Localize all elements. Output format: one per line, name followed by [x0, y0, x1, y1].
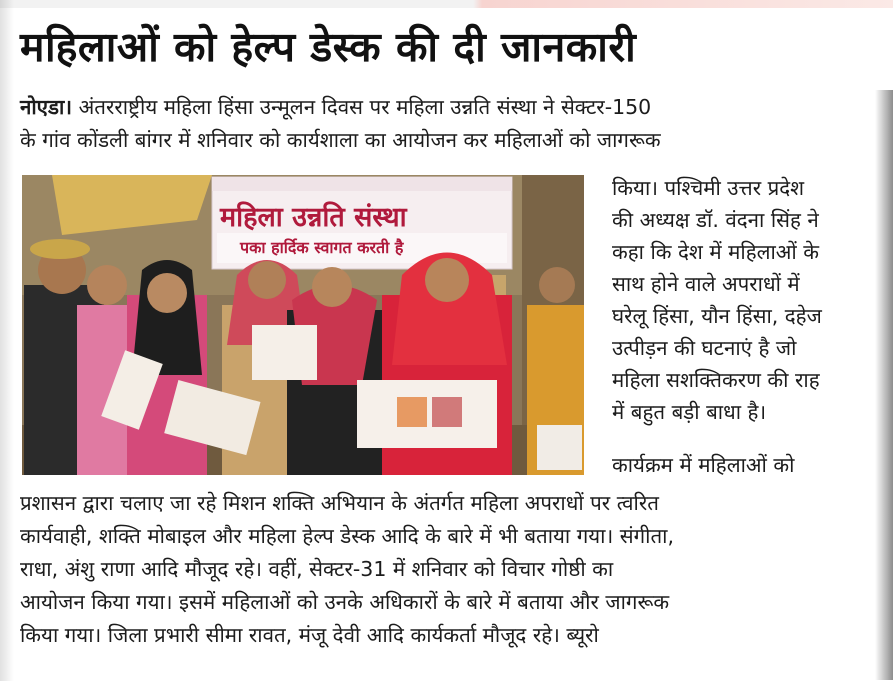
- article-line-1: [20, 92, 651, 122]
- article-line-9: महिला सशक्तिकरण की राह: [612, 368, 820, 392]
- page-right-shadow: [875, 90, 893, 680]
- article-line-3: किया। पश्चिमी उत्तर प्रदेश: [612, 176, 805, 200]
- article-line-11: कार्यक्रम में महिलाओं को: [612, 453, 795, 477]
- dateline: नोएडा।: [20, 95, 73, 119]
- article-line-5: कहा कि देश में महिलाओं के: [612, 240, 820, 264]
- article-line-4: की अध्यक्ष डॉ. वंदना सिंह ने: [612, 208, 819, 232]
- article-line-14: राधा, अंशु राणा आदि मौजूद रहे। वहीं, सेक्टर-31 में शनिवार को विचार गोष्ठी का: [20, 557, 614, 581]
- clipping-top-edge: [0, 0, 893, 8]
- article-line-2: के गांव कोंडली बांगर में शनिवार को कार्यशाला का आयोजन कर महिलाओं को जागरूक: [20, 128, 661, 152]
- article-line-15: आयोजन किया गया। इसमें महिलाओं को उनके अधिकारों के बारे में बताया और जागरूक: [20, 590, 670, 614]
- banner-subtitle: पका हार्दिक स्वागत करती है: [240, 238, 404, 257]
- article-line-12: प्रशासन द्वारा चलाए जा रहे मिशन शक्ति अभियान के अंतर्गत महिला अपराधों पर त्वरित: [20, 491, 659, 515]
- article-line-6: साथ होने वाले अपराधों में: [612, 272, 800, 296]
- page-left-shadow: [0, 0, 14, 681]
- article-line-1-text: अंतरराष्ट्रीय महिला हिंसा उन्मूलन दिवस पर महिला उन्नति संस्था ने सेक्टर-150: [78, 95, 652, 119]
- article-line-13: कार्यवाही, शक्ति मोबाइल और महिला हेल्प डेस्क आदि के बारे में भी बताया गया। संगीता,: [20, 524, 674, 548]
- article-headline: महिलाओं को हेल्प डेस्क की दी जानकारी: [20, 23, 637, 71]
- article-line-8: उत्पीड़न की घटनाएं है जो: [612, 336, 797, 360]
- article-line-10: में बहुत बड़ी बाधा है।: [612, 400, 767, 424]
- article-line-7: घरेलू हिंसा, यौन हिंसा, दहेज: [612, 304, 822, 328]
- article-line-16: किया गया। जिला प्रभारी सीमा रावत, मंजू देवी आदि कार्यकर्ता मौजूद रहे। ब्यूरो: [20, 623, 599, 647]
- banner-title: महिला उन्नति संस्था: [220, 202, 407, 233]
